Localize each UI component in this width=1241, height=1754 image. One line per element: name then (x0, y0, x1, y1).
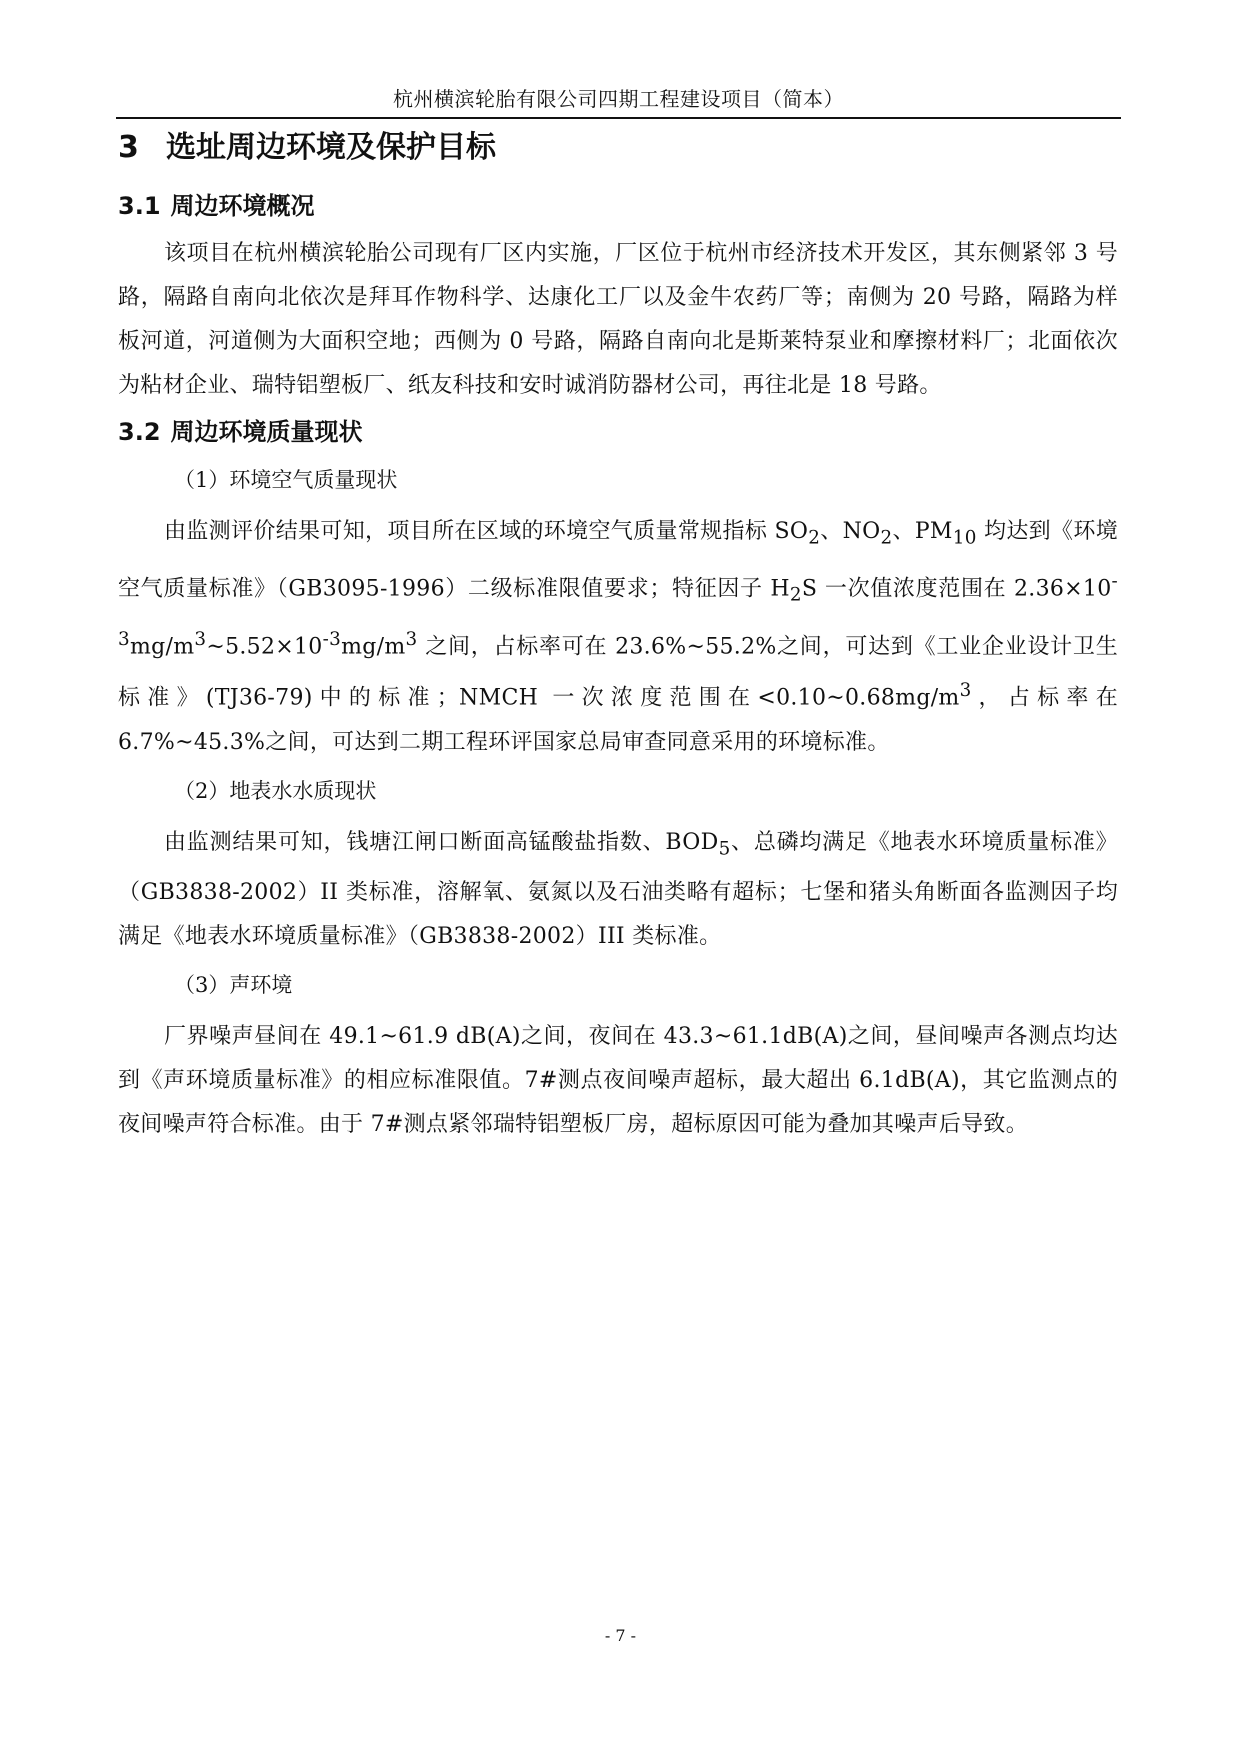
acoustic-environment-paragraph: 厂界噪声昼间在 49.1~61.9 dB(A)之间，夜间在 43.3~61.1dB(A)之间，昼间噪声各测点均达到《声环境质量标准》的相应标准限值。7#测点夜间噪声超标，最大超出 6.1dB(A)，其它监测点的夜间噪声符合标准。由于 7#测点紧邻瑞特铝塑板厂房，超标原因可能为叠加其噪声后导致。 (118, 1024, 1118, 1138)
air-quality-paragraph: 由监测评价结果可知，项目所在区域的环境空气质量常规指标 $SO_2$、$NO_2$、$PM_{10}$ 均达到《环境空气质量标准》（GB3095-1996）二级标准限值要求；特征因子 $H_2S$ 一次值浓度范围在 $2.36\times 10^{-3}mg/m^3\sim 5.52\times 10^{-3}mg/m^3$ 之间，占标率可在 23.6%~55.2%之间，可达到《工业企业设计卫生标准》(TJ36-79)中的标准；NMCH 一次浓度范围在$<0.10\sim 0.68mg/m^3$，占标率在 6.7%~45.3%之间，可达到二期工程环评国家总局审查同意采用的环境标准。 (118, 519, 1119, 755)
subsection-heading-3-1 (118, 186, 1118, 226)
surroundings-paragraph: 该项目在杭州横滨轮胎公司现有厂区内实施，厂区位于杭州市经济技术开发区，其东侧紧邻 3 号路，隔路自南向北依次是拜耳作物科学、达康化工厂以及金牛农药厂等；南侧为 20 号路，隔路为样板河道，河道侧为大面积空地；西侧为 0 号路，隔路自南向北是斯莱特泵业和摩擦材料厂；北面依次为粘材企业、瑞特铝塑板厂、纸友科技和安时诚消防器材公司，再往北是 18 号路。 (118, 241, 1118, 398)
subsection-title: 周边环境概况 (170, 192, 315, 220)
section-heading (118, 126, 1118, 170)
air-quality-heading: （1）环境空气质量现状 (174, 468, 398, 492)
section-number: 3 (118, 130, 139, 165)
subsection-number: 3.1 (118, 192, 161, 220)
subsection-number: 3.2 (118, 418, 161, 446)
subsection-heading-3-2 (118, 412, 1118, 452)
page-number: - 7 - (604, 1626, 637, 1645)
surface-water-heading: （2）地表水水质现状 (174, 778, 377, 803)
header-divider (116, 117, 1121, 119)
surface-water-paragraph: 由监测结果可知，钱塘江闸口断面高锰酸盐指数、$BOD_5$、总磷均满足《地表水环境质量标准》（GB3838-2002）II 类标准，溶解氧、氨氮以及石油类略有超标；七堡和猪头角断面各监测因子均满足《地表水环境质量标准》（GB3838-2002）III 类标准。 (118, 829, 1118, 950)
acoustic-environment-heading: （3）声环境 (174, 973, 293, 998)
section-title: 选址周边环境及保护目标 (166, 130, 496, 165)
document-body (118, 126, 1118, 1151)
page-header: 杭州横滨轮胎有限公司四期工程建设项目（简本） (393, 87, 844, 111)
subsection-title: 周边环境质量现状 (170, 418, 363, 446)
